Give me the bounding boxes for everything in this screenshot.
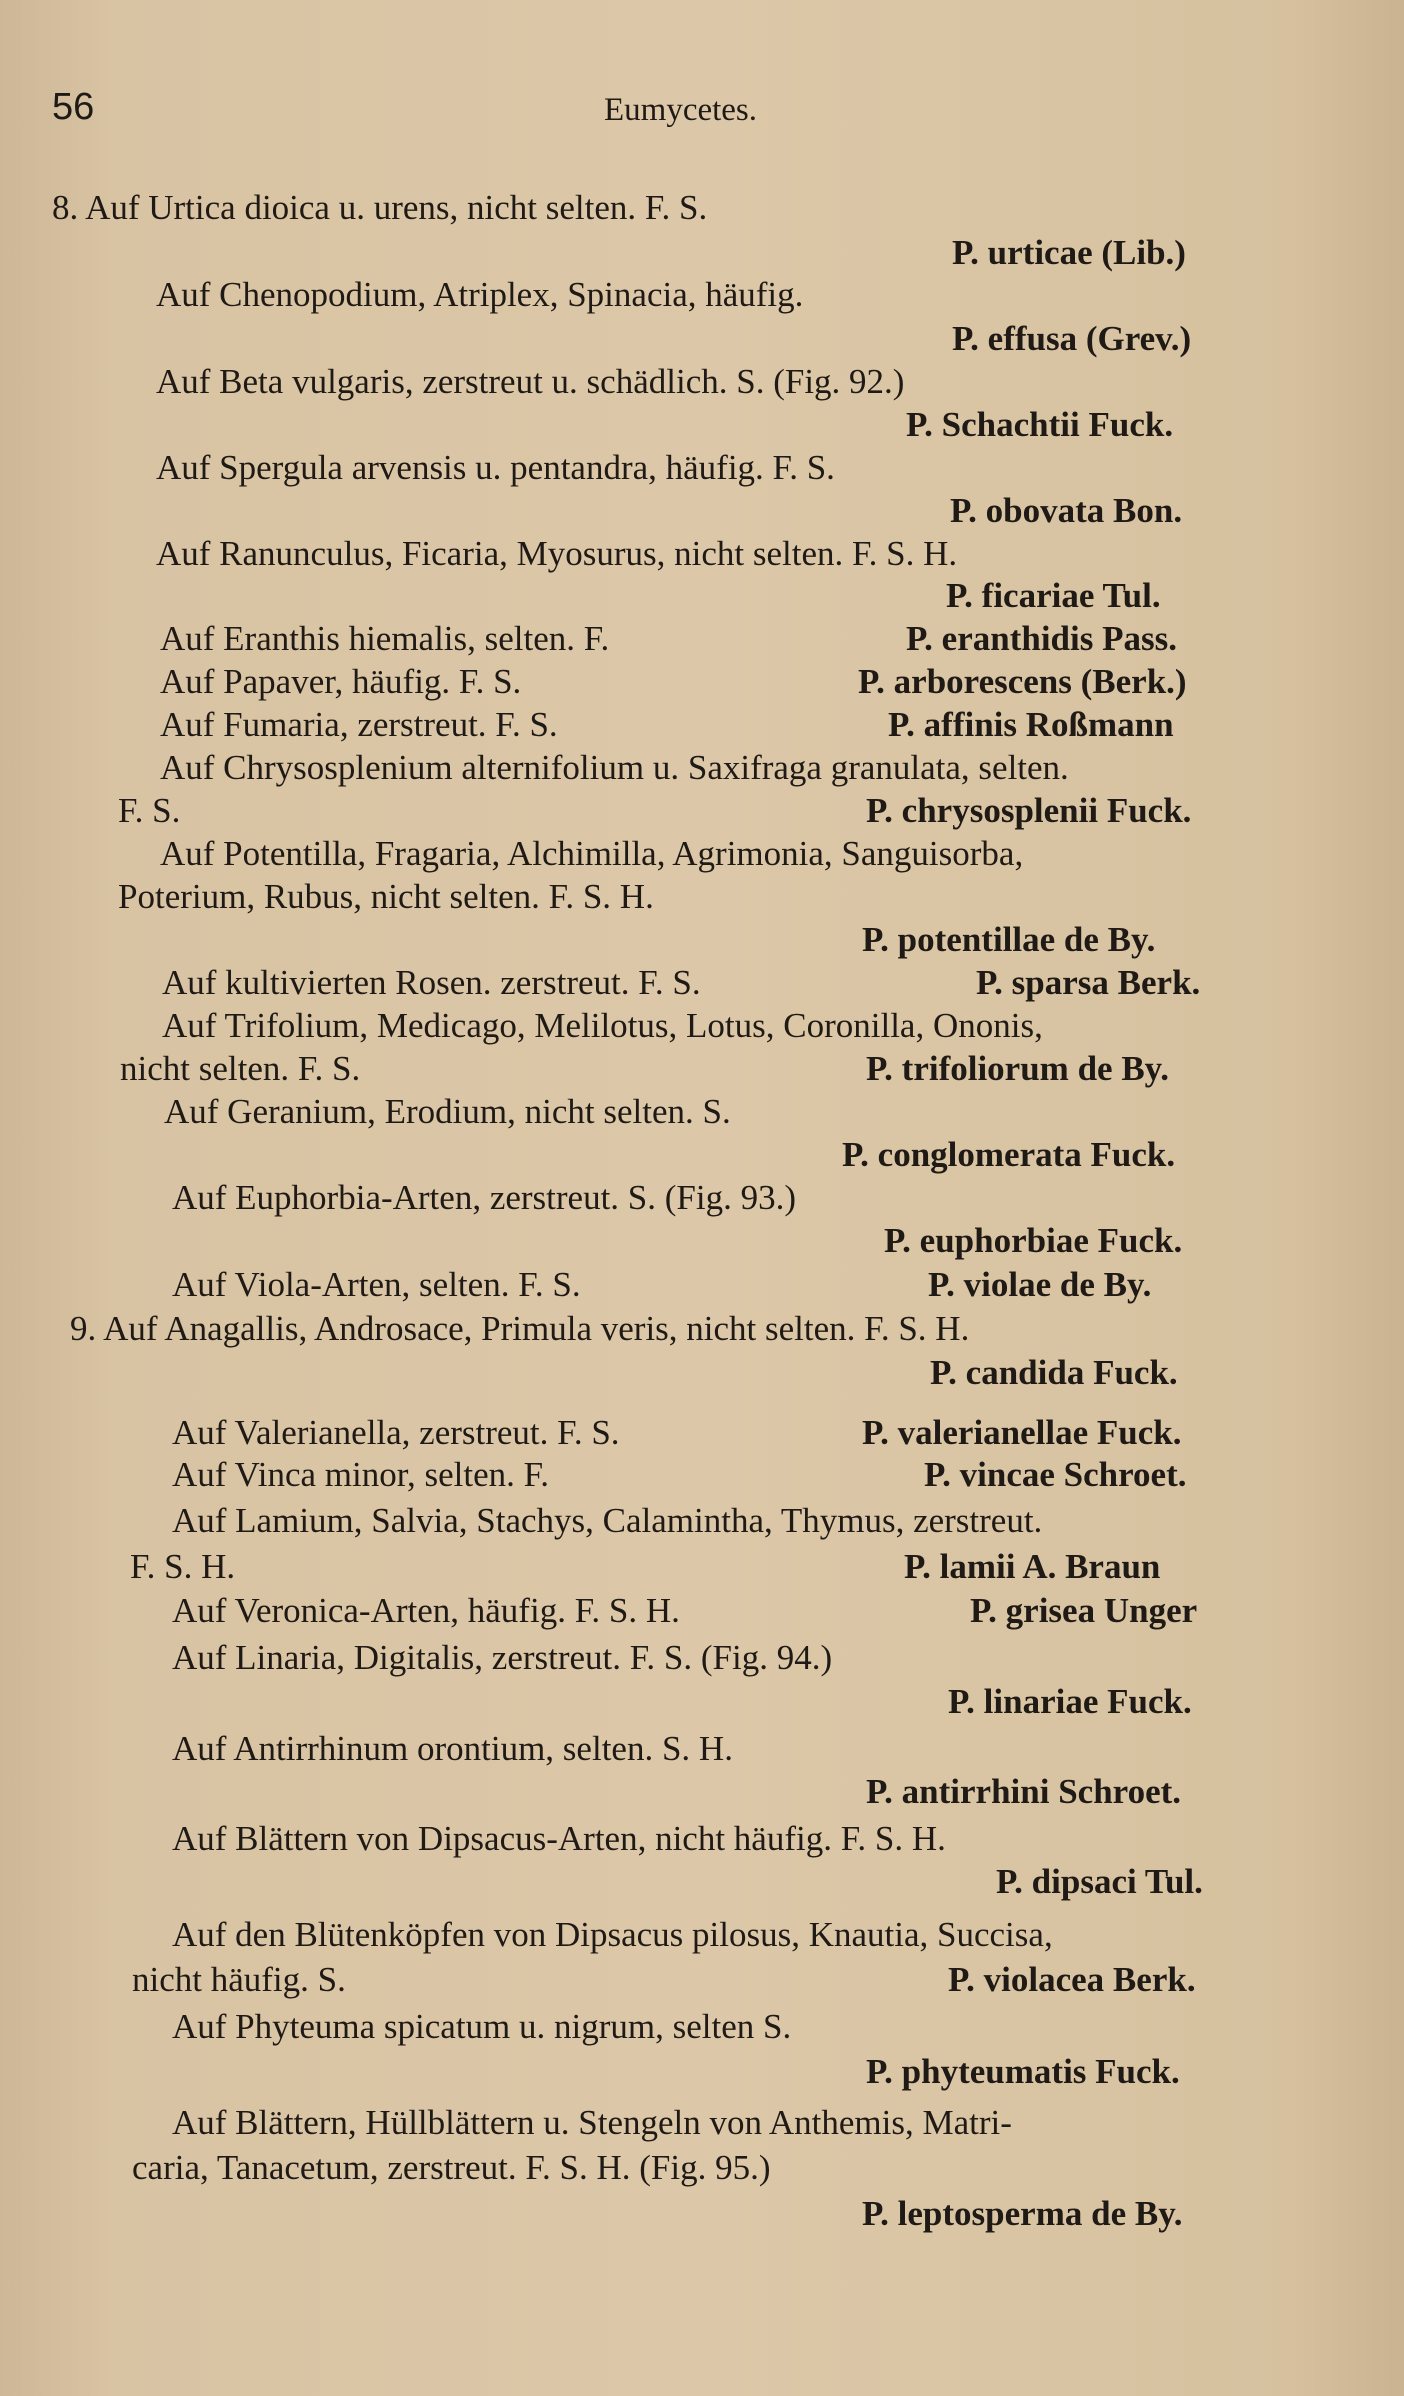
entry-text: Auf Linaria, Digitalis, zerstreut. F. S. (Fig. 94.) <box>172 1638 833 1677</box>
entry-text: Auf Fumaria, zerstreut. F. S. <box>160 705 558 744</box>
entry-text: Auf Euphorbia-Arten, zerstreut. S. (Fig. 93.) <box>172 1178 797 1217</box>
species-name: P. leptosperma de By. <box>862 2194 1183 2233</box>
entry-text: Auf Spergula arvensis u. pentandra, häufig. F. S. <box>156 448 835 487</box>
species-name: P. phyteumatis Fuck. <box>866 2052 1180 2091</box>
entry-text: Auf Beta vulgaris, zerstreut u. schädlich. S. (Fig. 92.) <box>156 362 905 401</box>
entry-text: caria, Tanacetum, zerstreut. F. S. H. (Fig. 95.) <box>132 2148 771 2187</box>
running-title: Eumycetes. <box>604 92 758 128</box>
species-name: P. sparsa Berk. <box>976 963 1201 1002</box>
entry-text: Auf Viola-Arten, selten. F. S. <box>172 1265 581 1304</box>
species-name: P. lamii A. Braun <box>904 1547 1161 1586</box>
species-name: P. valerianellae Fuck. <box>862 1413 1182 1452</box>
species-name: P. arborescens (Berk.) <box>858 662 1187 701</box>
species-name: P. trifoliorum de By. <box>866 1049 1170 1088</box>
species-name: P. dipsaci Tul. <box>996 1862 1203 1901</box>
entry-text: Auf Antirrhinum orontium, selten. S. H. <box>172 1729 733 1768</box>
entry-text: Poterium, Rubus, nicht selten. F. S. H. <box>118 877 654 916</box>
entry-text: Auf Valerianella, zerstreut. F. S. <box>172 1413 620 1452</box>
entry-text: Auf kultivierten Rosen. zerstreut. F. S. <box>162 963 701 1002</box>
entry-text: Auf Trifolium, Medicago, Melilotus, Lotus, Coronilla, Ononis, <box>162 1006 1043 1045</box>
entry-text: 9. Auf Anagallis, Androsace, Primula veris, nicht selten. F. S. H. <box>70 1309 970 1348</box>
species-name: P. linariae Fuck. <box>948 1682 1192 1721</box>
entry-text: Auf Eranthis hiemalis, selten. F. <box>160 619 610 658</box>
species-name: P. antirrhini Schroet. <box>866 1772 1182 1811</box>
species-name: P. eranthidis Pass. <box>906 619 1177 658</box>
species-name: P. chrysosplenii Fuck. <box>866 791 1192 830</box>
entry-text: nicht selten. F. S. <box>120 1049 361 1088</box>
species-name: P. candida Fuck. <box>930 1353 1178 1392</box>
species-name: P. Schachtii Fuck. <box>906 405 1174 444</box>
entry-text: Auf Lamium, Salvia, Stachys, Calamintha, Thymus, zerstreut. <box>172 1501 1043 1540</box>
entry-text: Auf Geranium, Erodium, nicht selten. S. <box>164 1092 731 1131</box>
page-number: 56 <box>52 86 95 128</box>
entry-text: F. S. H. <box>130 1547 236 1586</box>
species-name: P. ficariae Tul. <box>946 576 1161 615</box>
entry-text: Auf Vinca minor, selten. F. <box>172 1455 550 1494</box>
entry-text: Auf Veronica-Arten, häufig. F. S. H. <box>172 1591 680 1630</box>
entry-text: Auf Blättern, Hüllblättern u. Stengeln von Anthemis, Matri- <box>172 2103 1012 2142</box>
species-name: P. obovata Bon. <box>950 491 1183 530</box>
entry-text: Auf Ranunculus, Ficaria, Myosurus, nicht selten. F. S. H. <box>156 534 958 573</box>
species-name: P. conglomerata Fuck. <box>842 1135 1176 1174</box>
entry-text: Auf Chenopodium, Atriplex, Spinacia, häufig. <box>156 275 804 314</box>
entry-text: Auf Potentilla, Fragaria, Alchimilla, Agrimonia, Sanguisorba, <box>160 834 1024 873</box>
species-name: P. vincae Schroet. <box>924 1455 1187 1494</box>
entry-text: nicht häufig. S. <box>132 1960 346 1999</box>
species-name: P. urticae (Lib.) <box>952 233 1186 272</box>
entry-text: Auf Papaver, häufig. F. S. <box>160 662 522 701</box>
entry-text: Auf den Blütenköpfen von Dipsacus pilosus, Knautia, Succisa, <box>172 1915 1053 1954</box>
species-name: P. violacea Berk. <box>948 1960 1196 1999</box>
species-name: P. grisea Unger <box>970 1591 1198 1630</box>
species-name: P. affinis Roßmann <box>888 705 1174 744</box>
entry-text: Auf Blättern von Dipsacus-Arten, nicht häufig. F. S. H. <box>172 1819 946 1858</box>
species-name: P. potentillae de By. <box>862 920 1156 959</box>
species-name: P. euphorbiae Fuck. <box>884 1221 1183 1260</box>
entry-text: 8. Auf Urtica dioica u. urens, nicht selten. F. S. <box>52 188 708 227</box>
species-name: P. effusa (Grev.) <box>952 319 1192 358</box>
species-name: P. violae de By. <box>928 1265 1152 1304</box>
entry-text: Auf Chrysosplenium alternifolium u. Saxifraga granulata, selten. <box>160 748 1069 787</box>
entry-text: F. S. <box>118 791 181 830</box>
entry-text: Auf Phyteuma spicatum u. nigrum, selten S. <box>172 2007 792 2046</box>
